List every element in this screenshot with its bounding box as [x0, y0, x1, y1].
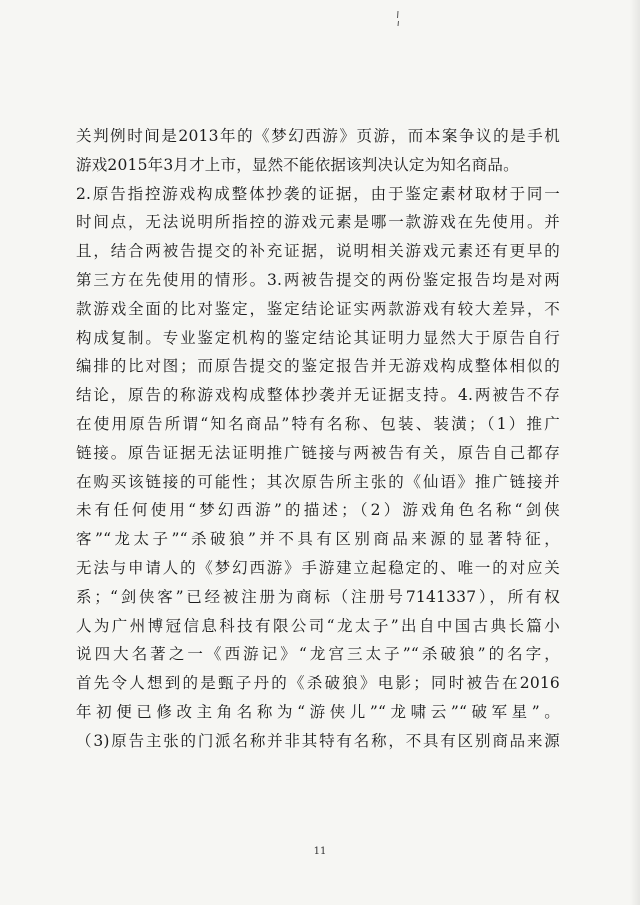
text-line: 首先令人想到的是甄子丹的《杀破狼》电影；同时被告在2016	[76, 674, 560, 693]
text-line: 年初便已修改主角名称为“游侠儿”“龙啸云”“破军星”。	[76, 702, 560, 721]
text-line: 时间点，无法说明所指控的游戏元素是哪一款游戏在先使用。并	[76, 213, 560, 232]
text-line: 未有任何使用“梦幻西游”的描述；（2）游戏角色名称“剑侠	[76, 501, 560, 520]
text-line: 系；“剑侠客”已经被注册为商标（注册号7141337），所有权	[76, 587, 560, 606]
page-number: 11	[313, 846, 327, 857]
scan-edge-shadow	[630, 0, 640, 905]
text-line: 游戏2015年3月才上市，显然不能依据该判决认定为知名商品。	[76, 155, 519, 174]
text-line: 人为广州博冠信息科技有限公司“龙太子”出自中国古典长篇小	[76, 616, 560, 635]
text-line: 2.原告指控游戏构成整体抄袭的证据，由于鉴定素材取材于同一	[76, 184, 560, 203]
text-line: 关判例时间是2013年的《梦幻西游》页游，而本案争议的是手机	[76, 127, 560, 145]
text-line: 在购买该链接的可能性；其次原告所主张的《仙语》推广链接并	[76, 472, 560, 491]
body-text	[76, 122, 560, 756]
text-line: 且，结合两被告提交的补充证据，说明相关游戏元素还有更早的	[76, 242, 560, 261]
text-line: 无法与申请人的《梦幻西游》手游建立起稳定的、唯一的对应关	[76, 558, 560, 577]
text-line: 说四大名著之一《西游记》“龙宫三太子”“杀破狼”的名字，	[76, 645, 560, 664]
text-line: 第三方在先使用的情形。3.两被告提交的两份鉴定报告均是对两	[76, 270, 560, 289]
text-line: 构成复制。专业鉴定机构的鉴定结论其证明力显然大于原告自行	[76, 328, 560, 347]
text-line: 客”“龙太子”“杀破狼”并不具有区别商品来源的显著特征，	[76, 530, 560, 549]
text-line: 编排的比对图；而原告提交的鉴定报告并无游戏构成整体相似的	[76, 357, 560, 376]
pen-mark-icon	[395, 10, 401, 28]
text-line: 在使用原告所谓“知名商品”特有名称、包装、装潢；（1）推广	[76, 414, 560, 433]
text-line: （3)原告主张的门派名称并非其特有名称，不具有区别商品来源	[76, 731, 560, 750]
text-line: 款游戏全面的比对鉴定，鉴定结论证实两款游戏有较大差异，不	[76, 299, 560, 318]
text-line: 结论，原告的称游戏构成整体抄袭并无证据支持。4.两被告不存	[76, 386, 560, 405]
text-line: 链接。原告证据无法证明推广链接与两被告有关，原告自己都存	[76, 443, 560, 462]
